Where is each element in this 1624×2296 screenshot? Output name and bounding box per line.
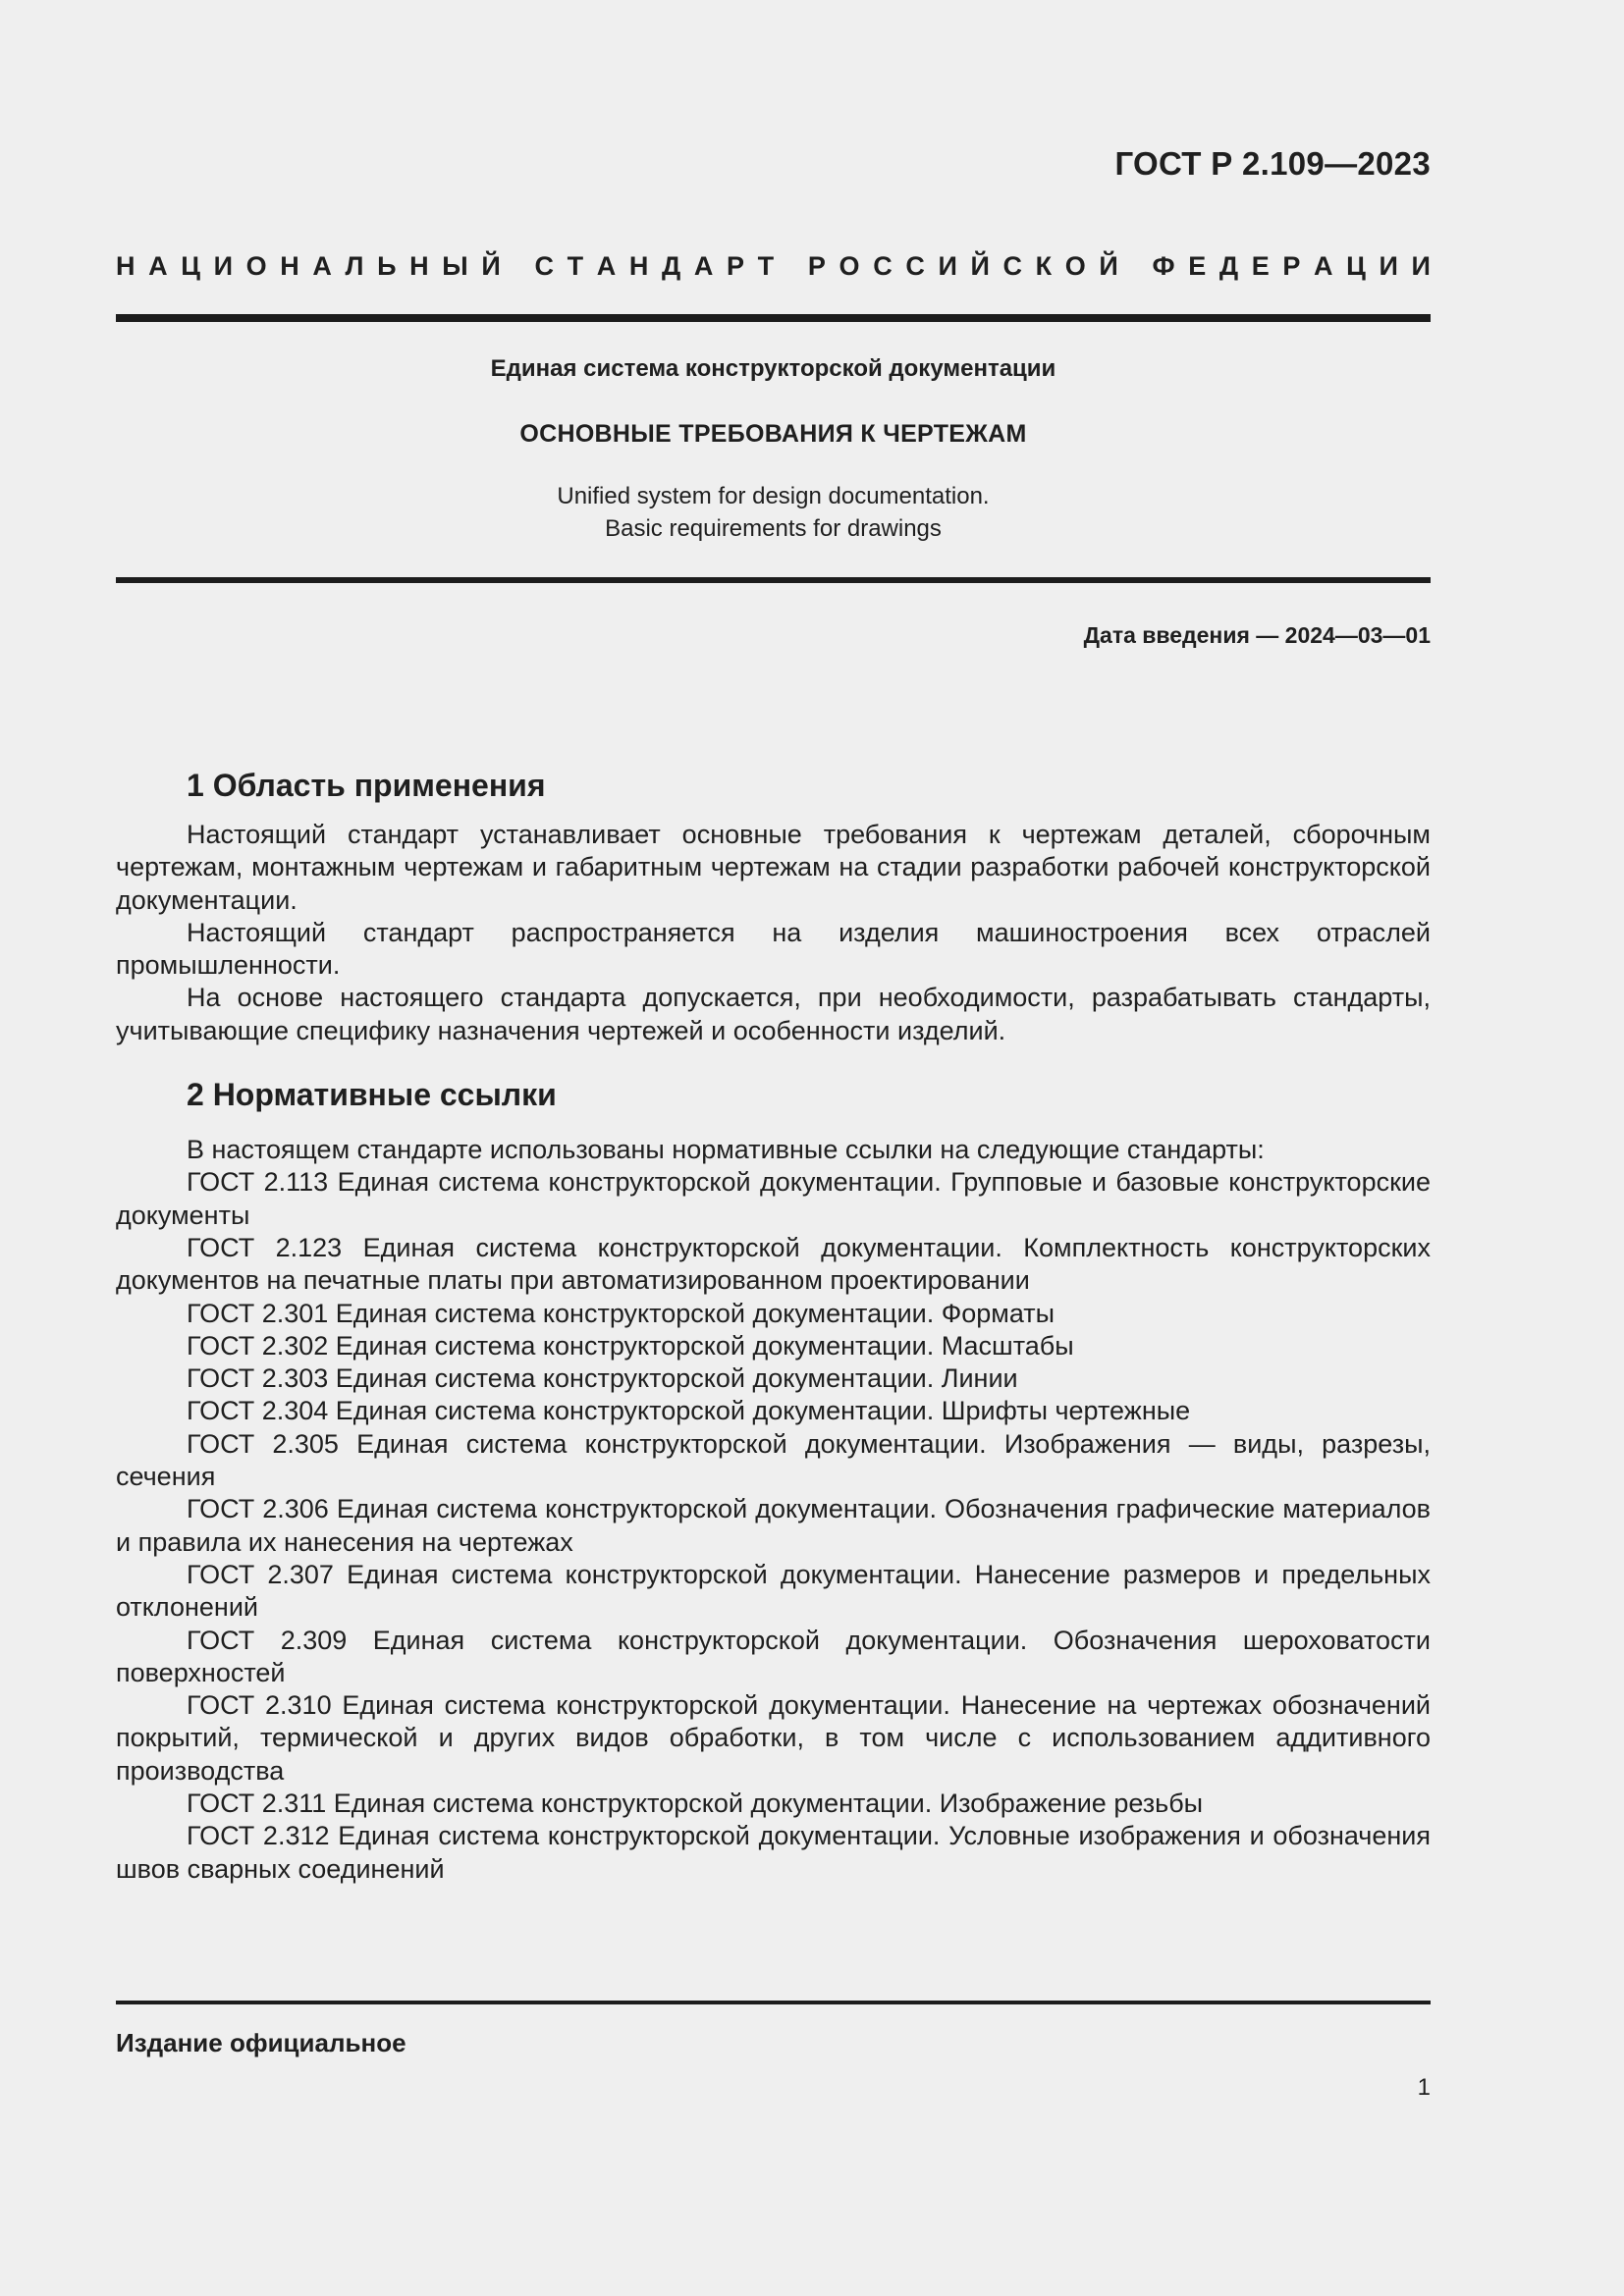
national-title-letter: К <box>1035 251 1053 281</box>
national-title-letter: И <box>1411 251 1431 281</box>
reference-item: ГОСТ 2.310 Единая система конструкторской документации. Нанесение на чертежах обозначений покрытий, термической и других видов обработки, в том числе с использованием аддитивного производства <box>116 1690 1431 1786</box>
page-number: 1 <box>1417 2074 1431 2101</box>
national-title-letter: Ф <box>1152 251 1175 281</box>
national-title-letter: О <box>839 251 860 281</box>
section-2-intro: В настоящем стандарте использованы нормативные ссылки на следующие стандарты: <box>187 1135 1265 1165</box>
national-title-letter: Н <box>280 251 299 281</box>
national-title-letter: Р <box>1282 251 1301 281</box>
national-title-letter: Й <box>970 251 990 281</box>
national-title-letter <box>514 251 521 282</box>
national-title-letter <box>1131 251 1139 282</box>
national-title-letter: И <box>1379 251 1398 281</box>
reference-item: ГОСТ 2.301 Единая система конструкторской документации. Форматы <box>187 1298 1056 1328</box>
national-standard-title <box>116 251 1431 282</box>
reference-item: ГОСТ 2.113 Единая система конструкторской документации. Групповые и базовые конструкторские документы <box>116 1167 1431 1230</box>
national-title-letter: И <box>213 251 234 281</box>
official-edition-label: Издание официальное <box>116 2028 406 2057</box>
national-title-letter: С <box>905 251 925 281</box>
national-title-letter: Д <box>1218 251 1239 281</box>
english-title-line-1: Unified system for design documentation. <box>557 483 990 509</box>
section-1-heading: 1 Область применения <box>187 768 546 803</box>
national-title-letter: Ь <box>377 251 397 281</box>
national-title-letter: Ц <box>181 251 200 281</box>
reference-item: ГОСТ 2.306 Единая система конструкторской документации. Обозначения графические материалов и правила их нанесения на чертежах <box>116 1494 1431 1557</box>
national-title-letter: А <box>693 251 714 281</box>
reference-item: ГОСТ 2.309 Единая система конструкторской документации. Обозначения шероховатости поверхностей <box>116 1625 1431 1687</box>
system-title: Единая система конструкторской документации <box>490 355 1056 382</box>
footer-divider <box>116 2001 1431 2004</box>
national-title-letter: Р <box>807 251 826 281</box>
reference-item: ГОСТ 2.305 Единая система конструкторской документации. Изображения — виды, разрезы, сечения <box>116 1428 1431 1492</box>
national-title-letter: А <box>596 251 617 281</box>
national-title-letter: Т <box>757 251 775 281</box>
national-title-letter: Н <box>116 251 135 281</box>
reference-item: ГОСТ 2.123 Единая система конструкторской документации. Комплектность конструкторских документов на печатные платы при автоматизированном проектировании <box>116 1232 1431 1296</box>
reference-item: ГОСТ 2.304 Единая система конструкторской документации. Шрифты чертежные <box>187 1396 1191 1426</box>
national-title-letter <box>787 251 795 282</box>
section-1-paragraph: Настоящий стандарт устанавливает основные требования к чертежам деталей, сборочным чертежам, монтажным чертежам и габаритным чертежам на стадии разработки рабочей конструкторской документации. <box>116 820 1431 915</box>
section-1-paragraph: Настоящий стандарт распространяется на изделия машиностроения всех отраслей промышленности. <box>116 917 1431 981</box>
national-title-letter: Е <box>1188 251 1207 281</box>
national-title-letter: Р <box>727 251 745 281</box>
national-title-letter: А <box>148 251 168 281</box>
national-title-letter: С <box>1002 251 1022 281</box>
document-body <box>116 764 1431 1886</box>
national-title-letter: Й <box>1099 251 1118 281</box>
english-title <box>116 480 1431 545</box>
document-title: ОСНОВНЫЕ ТРЕБОВАНИЯ К ЧЕРТЕЖАМ <box>519 420 1027 448</box>
section-2-heading: 2 Нормативные ссылки <box>187 1077 557 1113</box>
reference-item: ГОСТ 2.307 Единая система конструкторской документации. Нанесение размеров и предельных отклонений <box>116 1559 1431 1623</box>
national-title-letter: Д <box>662 251 681 281</box>
national-title-letter: Й <box>481 251 501 281</box>
introduction-date: Дата введения — 2024—03—01 <box>1083 622 1431 648</box>
english-title-line-2: Basic requirements for drawings <box>605 515 942 542</box>
header-divider <box>116 314 1431 322</box>
national-title-letter: С <box>534 251 554 281</box>
national-title-letter: Н <box>409 251 429 281</box>
title-divider <box>116 577 1431 583</box>
national-title-letter: Е <box>1251 251 1270 281</box>
national-title-letter: Ц <box>1346 251 1366 281</box>
national-title-letter: А <box>312 251 332 281</box>
national-title-letter: Н <box>628 251 649 281</box>
reference-item: ГОСТ 2.303 Единая система конструкторской документации. Линии <box>187 1363 1018 1394</box>
national-title-letter: Ы <box>442 251 468 281</box>
reference-item: ГОСТ 2.302 Единая система конструкторской документации. Масштабы <box>187 1330 1074 1361</box>
reference-item: ГОСТ 2.312 Единая система конструкторской документации. Условные изображения и обозначения швов сварных соединений <box>116 1821 1431 1884</box>
national-title-letter: О <box>245 251 267 281</box>
national-title-letter: О <box>1064 251 1086 281</box>
section-1-paragraph: На основе настоящего стандарта допускается, при необходимости, разрабатывать стандарты, учитывающие специфику назначения чертежей и особенности изделий. <box>116 983 1431 1045</box>
reference-item: ГОСТ 2.311 Единая система конструкторской документации. Изображение резьбы <box>187 1789 1204 1819</box>
national-title-letter: С <box>873 251 893 281</box>
national-title-letter: Л <box>345 251 364 281</box>
national-title-letter: Т <box>567 251 584 281</box>
national-title-letter: И <box>938 251 957 281</box>
national-title-letter: А <box>1314 251 1333 281</box>
standard-designation: ГОСТ Р 2.109—2023 <box>1114 145 1431 182</box>
